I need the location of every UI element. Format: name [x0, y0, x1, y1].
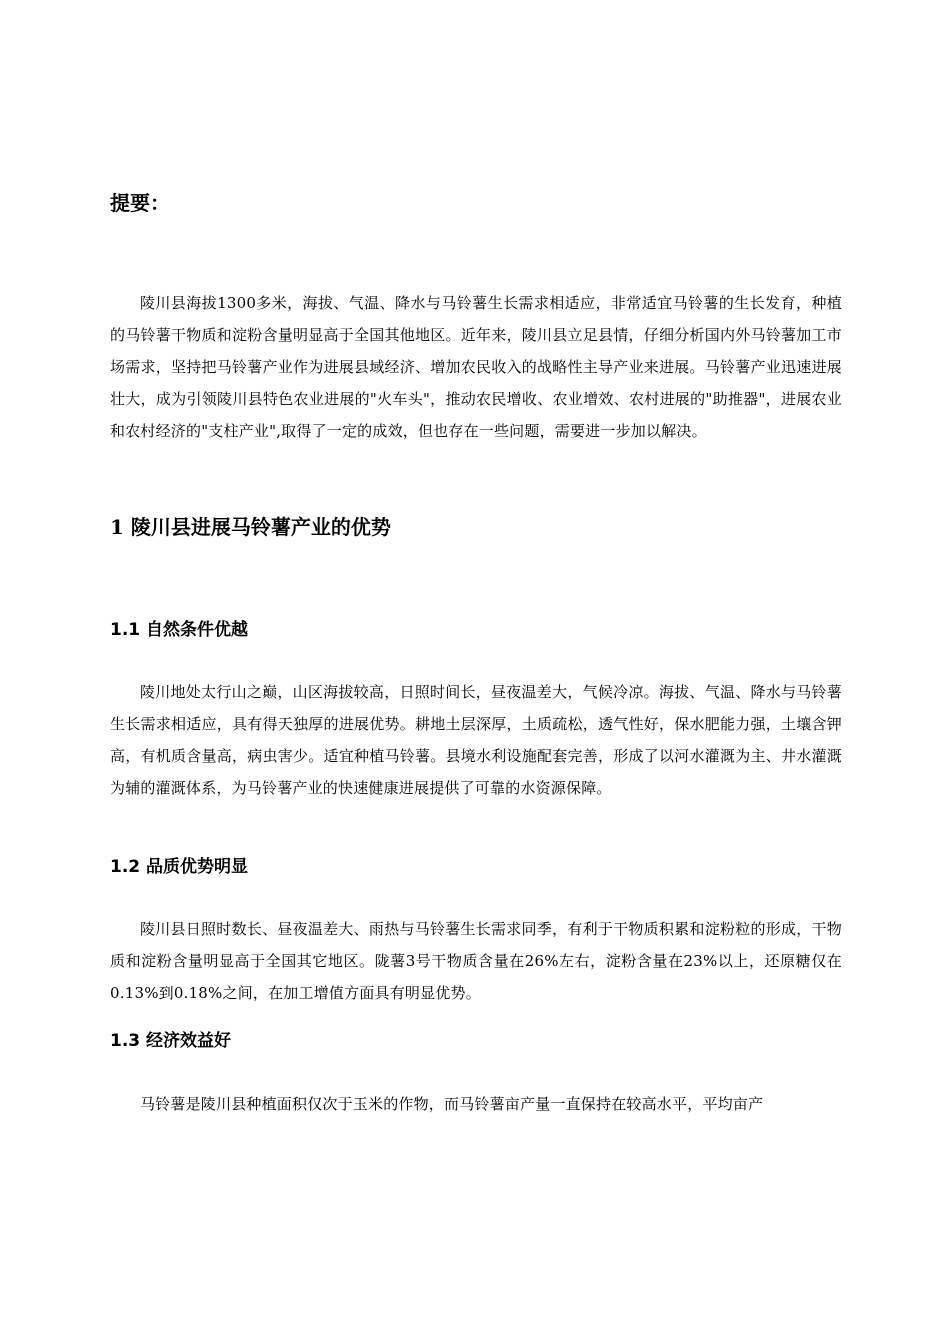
section-1-heading: 1 陵川县进展马铃薯产业的优势: [110, 515, 391, 539]
subsection-1-2-paragraph: 陵川县日照时数长、昼夜温差大、雨热与马铃薯生长需求同季，有利于干物质积累和淀粉粒的形成，干物质和淀粉含量明显高于全国其它地区。陇薯3号干物质含量在26%左右，淀粉含量在23%以上，还原糖仅在0.13%到0.18%之间，在加工增值方面具有明显优势。: [110, 920, 842, 1002]
subsection-1-3-heading: 1.3 经济效益好: [110, 1031, 232, 1051]
abstract-heading: 提要：: [110, 191, 170, 215]
abstract-paragraph: 陵川县海拔1300多米，海拔、气温、降水与马铃薯生长需求相适应，非常适宜马铃薯的生长发育，种植的马铃薯干物质和淀粉含量明显高于全国其他地区。近年来，陵川县立足县情，仔细分析国内外马铃薯加工市场需求，坚持把马铃薯产业作为进展县域经济、增加农民收入的战略性主导产业来进展。马铃薯产业迅速进展壮大，成为引领陵川县特色农业进展的"火车头"，推动农民增收、农业增效、农村进展的"助推器"，进展农业和农村经济的"支柱产业",取得了一定的成效，但也存在一些问题，需要进一步加以解决。: [110, 294, 842, 440]
subsection-1-3-paragraph: 马铃薯是陵川县种植面积仅次于玉米的作物，而马铃薯亩产量一直保持在较高水平，平均亩产: [140, 1095, 764, 1113]
subsection-1-1-heading: 1.1 自然条件优越: [110, 620, 249, 640]
subsection-1-1-paragraph: 陵川地处太行山之巅，山区海拔较高，日照时间长，昼夜温差大，气候冷凉。海拔、气温、降水与马铃薯生长需求相适应，具有得天独厚的进展优势。耕地土层深厚，土质疏松，透气性好，保水肥能力强，土壤含钾高，有机质含量高，病虫害少。适宜种植马铃薯。县境水利设施配套完善，形成了以河水灌溉为主、井水灌溉为辅的灌溉体系，为马铃薯产业的快速健康进展提供了可靠的水资源保障。: [110, 683, 842, 797]
subsection-1-2-heading: 1.2 品质优势明显: [110, 857, 249, 877]
